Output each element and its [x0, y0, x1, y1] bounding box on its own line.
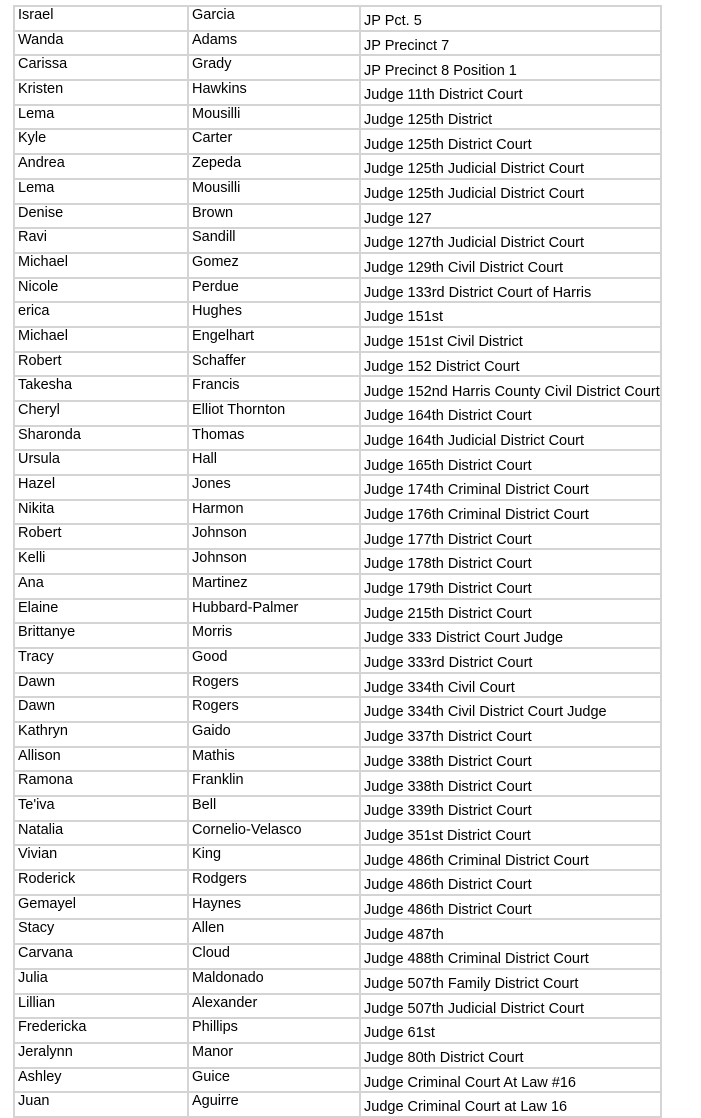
first-name-cell[interactable]: Hazel — [14, 475, 188, 500]
table-row — [14, 6, 661, 31]
first-name-cell[interactable]: Juan — [14, 1092, 188, 1117]
table-row — [14, 278, 661, 303]
table-row — [14, 253, 661, 278]
court-title-cell[interactable]: JP Precinct 7 — [360, 31, 661, 56]
court-title-cell[interactable]: Judge 11th District Court — [360, 80, 661, 105]
table-row — [14, 845, 661, 870]
court-title-cell[interactable]: Judge 215th District Court — [360, 599, 661, 624]
first-name-cell[interactable]: Fredericka — [14, 1018, 188, 1043]
table-row — [14, 697, 661, 722]
last-name-cell[interactable]: Zepeda — [188, 154, 360, 179]
first-name-cell[interactable]: Natalia — [14, 821, 188, 846]
court-title-cell[interactable]: Judge 339th District Court — [360, 796, 661, 821]
first-name-cell[interactable]: Michael — [14, 253, 188, 278]
table-row — [14, 673, 661, 698]
table-row — [14, 821, 661, 846]
table-row — [14, 944, 661, 969]
first-name-cell[interactable]: Allison — [14, 747, 188, 772]
court-title-cell[interactable]: Judge 125th Judicial District Court — [360, 154, 661, 179]
table-row — [14, 722, 661, 747]
first-name-cell[interactable]: Dawn — [14, 697, 188, 722]
last-name-cell[interactable]: Mousilli — [188, 105, 360, 130]
last-name-cell[interactable]: Carter — [188, 129, 360, 154]
table-row — [14, 401, 661, 426]
court-title-cell[interactable]: Judge 125th District Court — [360, 129, 661, 154]
table-row — [14, 919, 661, 944]
court-title-cell[interactable]: Judge 80th District Court — [360, 1043, 661, 1068]
first-name-cell[interactable]: Carvana — [14, 944, 188, 969]
table-row — [14, 524, 661, 549]
first-name-cell[interactable]: Ravi — [14, 228, 188, 253]
court-title-cell[interactable]: Judge 334th Civil Court — [360, 673, 661, 698]
last-name-cell[interactable]: Francis — [188, 376, 360, 401]
last-name-cell[interactable]: Guice — [188, 1068, 360, 1093]
table-row — [14, 1092, 661, 1117]
table-row — [14, 376, 661, 401]
court-title-cell[interactable]: Judge 164th District Court — [360, 401, 661, 426]
spreadsheet — [13, 5, 662, 1118]
table-row — [14, 994, 661, 1019]
last-name-cell[interactable]: Johnson — [188, 549, 360, 574]
court-title-cell[interactable]: Judge 488th Criminal District Court — [360, 944, 661, 969]
table-row — [14, 796, 661, 821]
last-name-cell[interactable]: Thomas — [188, 426, 360, 451]
last-name-cell[interactable]: Rogers — [188, 697, 360, 722]
last-name-cell[interactable]: Hawkins — [188, 80, 360, 105]
first-name-cell[interactable]: Wanda — [14, 31, 188, 56]
first-name-cell[interactable]: Te'iva — [14, 796, 188, 821]
court-title-cell[interactable]: Judge 179th District Court — [360, 574, 661, 599]
table-row — [14, 426, 661, 451]
table-row — [14, 55, 661, 80]
first-name-cell[interactable]: Kristen — [14, 80, 188, 105]
first-name-cell[interactable]: Robert — [14, 352, 188, 377]
last-name-cell[interactable]: Jones — [188, 475, 360, 500]
court-title-cell[interactable]: Judge 333 District Court Judge — [360, 623, 661, 648]
court-title-cell[interactable]: Judge 165th District Court — [360, 450, 661, 475]
first-name-cell[interactable]: Dawn — [14, 673, 188, 698]
last-name-cell[interactable]: Rogers — [188, 673, 360, 698]
table-row — [14, 475, 661, 500]
last-name-cell[interactable]: Engelhart — [188, 327, 360, 352]
court-title-cell[interactable]: Judge 151st — [360, 302, 661, 327]
table-row — [14, 352, 661, 377]
first-name-cell[interactable]: Roderick — [14, 870, 188, 895]
first-name-cell[interactable]: erica — [14, 302, 188, 327]
court-title-cell[interactable]: Judge 164th Judicial District Court — [360, 426, 661, 451]
first-name-cell[interactable]: Lillian — [14, 994, 188, 1019]
last-name-cell[interactable]: Rodgers — [188, 870, 360, 895]
table-row — [14, 747, 661, 772]
first-name-cell[interactable]: Kathryn — [14, 722, 188, 747]
table-row — [14, 969, 661, 994]
last-name-cell[interactable]: Mathis — [188, 747, 360, 772]
first-name-cell[interactable]: Takesha — [14, 376, 188, 401]
court-title-cell[interactable]: Judge 177th District Court — [360, 524, 661, 549]
court-title-cell[interactable]: Judge 127 — [360, 204, 661, 229]
first-name-cell[interactable]: Kyle — [14, 129, 188, 154]
court-title-cell[interactable]: Judge 178th District Court — [360, 549, 661, 574]
court-title-cell[interactable]: Judge 338th District Court — [360, 771, 661, 796]
first-name-cell[interactable]: Gemayel — [14, 895, 188, 920]
court-title-cell[interactable]: Judge 487th — [360, 919, 661, 944]
court-title-cell[interactable]: Judge 486th Criminal District Court — [360, 845, 661, 870]
table-row — [14, 500, 661, 525]
last-name-cell[interactable]: Alexander — [188, 994, 360, 1019]
last-name-cell[interactable]: Garcia — [188, 6, 360, 31]
last-name-cell[interactable]: Cornelio-Velasco — [188, 821, 360, 846]
first-name-cell[interactable]: Ramona — [14, 771, 188, 796]
last-name-cell[interactable]: Harmon — [188, 500, 360, 525]
court-title-cell[interactable]: Judge 129th Civil District Court — [360, 253, 661, 278]
court-title-cell[interactable]: Judge 337th District Court — [360, 722, 661, 747]
table-row — [14, 1018, 661, 1043]
last-name-cell[interactable]: Schaffer — [188, 352, 360, 377]
last-name-cell[interactable]: Allen — [188, 919, 360, 944]
court-title-cell[interactable]: Judge 334th Civil District Court Judge — [360, 697, 661, 722]
first-name-cell[interactable]: Lema — [14, 179, 188, 204]
court-title-cell[interactable]: Judge 507th Family District Court — [360, 969, 661, 994]
court-title-cell[interactable]: Judge 127th Judicial District Court — [360, 228, 661, 253]
last-name-cell[interactable]: Mousilli — [188, 179, 360, 204]
last-name-cell[interactable]: Gomez — [188, 253, 360, 278]
first-name-cell[interactable]: Elaine — [14, 599, 188, 624]
first-name-cell[interactable]: Ana — [14, 574, 188, 599]
first-name-cell[interactable]: Kelli — [14, 549, 188, 574]
court-title-cell[interactable]: Judge 133rd District Court of Harris — [360, 278, 661, 303]
court-title-cell[interactable]: Judge 61st — [360, 1018, 661, 1043]
court-title-cell[interactable]: Judge 152 District Court — [360, 352, 661, 377]
last-name-cell[interactable]: Elliot Thornton — [188, 401, 360, 426]
first-name-cell[interactable]: Andrea — [14, 154, 188, 179]
table-row — [14, 599, 661, 624]
court-title-cell[interactable]: Judge 486th District Court — [360, 870, 661, 895]
court-title-cell[interactable]: Judge 174th Criminal District Court — [360, 475, 661, 500]
table-row — [14, 1068, 661, 1093]
table-row — [14, 80, 661, 105]
first-name-cell[interactable]: Carissa — [14, 55, 188, 80]
last-name-cell[interactable]: Martinez — [188, 574, 360, 599]
table-row — [14, 771, 661, 796]
table-row — [14, 895, 661, 920]
court-title-cell[interactable]: Judge 176th Criminal District Court — [360, 500, 661, 525]
first-name-cell[interactable]: Sharonda — [14, 426, 188, 451]
last-name-cell[interactable]: King — [188, 845, 360, 870]
court-title-cell[interactable]: Judge 338th District Court — [360, 747, 661, 772]
first-name-cell[interactable]: Jeralynn — [14, 1043, 188, 1068]
last-name-cell[interactable]: Sandill — [188, 228, 360, 253]
table-row — [14, 623, 661, 648]
table-row — [14, 574, 661, 599]
first-name-cell[interactable]: Stacy — [14, 919, 188, 944]
court-title-cell[interactable]: Judge Criminal Court at Law 16 — [360, 1092, 661, 1117]
last-name-cell[interactable]: Brown — [188, 204, 360, 229]
table-row — [14, 327, 661, 352]
first-name-cell[interactable]: Vivian — [14, 845, 188, 870]
table-row — [14, 105, 661, 130]
first-name-cell[interactable]: Ashley — [14, 1068, 188, 1093]
last-name-cell[interactable]: Bell — [188, 796, 360, 821]
last-name-cell[interactable]: Perdue — [188, 278, 360, 303]
last-name-cell[interactable]: Morris — [188, 623, 360, 648]
table-row — [14, 179, 661, 204]
table-row — [14, 648, 661, 673]
court-title-cell[interactable]: Judge 351st District Court — [360, 821, 661, 846]
court-title-cell[interactable]: Judge 507th Judicial District Court — [360, 994, 661, 1019]
last-name-cell[interactable]: Manor — [188, 1043, 360, 1068]
table-row — [14, 228, 661, 253]
last-name-cell[interactable]: Cloud — [188, 944, 360, 969]
last-name-cell[interactable]: Johnson — [188, 524, 360, 549]
court-title-cell[interactable]: Judge Criminal Court At Law #16 — [360, 1068, 661, 1093]
table-row — [14, 31, 661, 56]
first-name-cell[interactable]: Nikita — [14, 500, 188, 525]
court-title-cell[interactable]: Judge 125th Judicial District Court — [360, 179, 661, 204]
last-name-cell[interactable]: Gaido — [188, 722, 360, 747]
first-name-cell[interactable]: Ursula — [14, 450, 188, 475]
first-name-cell[interactable]: Lema — [14, 105, 188, 130]
last-name-cell[interactable]: Hubbard-Palmer — [188, 599, 360, 624]
first-name-cell[interactable]: Nicole — [14, 278, 188, 303]
first-name-cell[interactable]: Brittanye — [14, 623, 188, 648]
court-title-cell[interactable]: JP Pct. 5 — [360, 6, 661, 31]
court-title-cell[interactable]: Judge 333rd District Court — [360, 648, 661, 673]
table-row — [14, 450, 661, 475]
last-name-cell[interactable]: Haynes — [188, 895, 360, 920]
first-name-cell[interactable]: Israel — [14, 6, 188, 31]
court-title-cell[interactable]: Judge 486th District Court — [360, 895, 661, 920]
last-name-cell[interactable]: Aguirre — [188, 1092, 360, 1117]
first-name-cell[interactable]: Michael — [14, 327, 188, 352]
table-row — [14, 154, 661, 179]
last-name-cell[interactable]: Grady — [188, 55, 360, 80]
judges-table — [13, 5, 662, 1118]
court-title-cell[interactable]: Judge 125th District — [360, 105, 661, 130]
first-name-cell[interactable]: Denise — [14, 204, 188, 229]
table-body — [14, 6, 661, 1117]
last-name-cell[interactable]: Franklin — [188, 771, 360, 796]
last-name-cell[interactable]: Hall — [188, 450, 360, 475]
first-name-cell[interactable]: Cheryl — [14, 401, 188, 426]
court-title-cell[interactable]: Judge 152nd Harris County Civil District Court — [360, 376, 661, 401]
last-name-cell[interactable]: Maldonado — [188, 969, 360, 994]
first-name-cell[interactable]: Robert — [14, 524, 188, 549]
first-name-cell[interactable]: Julia — [14, 969, 188, 994]
table-row — [14, 129, 661, 154]
table-row — [14, 549, 661, 574]
court-title-cell[interactable]: JP Precinct 8 Position 1 — [360, 55, 661, 80]
first-name-cell[interactable]: Tracy — [14, 648, 188, 673]
last-name-cell[interactable]: Phillips — [188, 1018, 360, 1043]
last-name-cell[interactable]: Good — [188, 648, 360, 673]
last-name-cell[interactable]: Adams — [188, 31, 360, 56]
table-row — [14, 204, 661, 229]
table-row — [14, 302, 661, 327]
table-row — [14, 870, 661, 895]
table-row — [14, 1043, 661, 1068]
court-title-cell[interactable]: Judge 151st Civil District — [360, 327, 661, 352]
last-name-cell[interactable]: Hughes — [188, 302, 360, 327]
